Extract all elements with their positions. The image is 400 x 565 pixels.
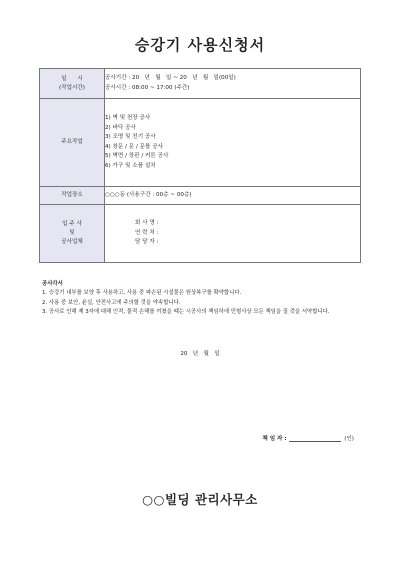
pledge-item: 3. 공사로 인해 제 3자에 대해 인적, 물적 손해를 끼쳤을 때는 시공사의 책임하에 민형사상 모든 책임을 질 것을 서약합니다. bbox=[42, 309, 330, 316]
mover-label-line3: 공사업체 bbox=[61, 239, 83, 245]
work-label: 주요작업 bbox=[40, 99, 105, 187]
work-items bbox=[105, 99, 361, 187]
work-item: 6) 가구 및 소품 설치 bbox=[105, 162, 156, 169]
signature-field[interactable] bbox=[289, 435, 341, 442]
contact-field: 연 락 처 : bbox=[135, 229, 159, 236]
row-period bbox=[40, 69, 361, 99]
seal-mark: (인) bbox=[344, 436, 354, 442]
construction-hours: 공사시간 : 08:00 ~ 17:00 (주간) bbox=[105, 84, 190, 91]
work-item: 2) 바닥 공사 bbox=[105, 124, 136, 131]
pledge-item: 1. 승강기 내부를 보양 후 사용하고, 사용 중 파손된 시설물은 원상복구를 확약합니다. bbox=[42, 290, 242, 297]
mover-details bbox=[105, 205, 361, 263]
manager-field: 담 당 자 : bbox=[135, 239, 159, 246]
row-place bbox=[40, 187, 361, 205]
pledge-item: 2. 사용 중 보안, 윤실, 안전사고에 주의할 것을 약속합니다. bbox=[42, 299, 181, 306]
pledge-section bbox=[42, 280, 360, 318]
document-title: 승강기 사용신청서 bbox=[134, 36, 266, 54]
row-work bbox=[40, 99, 361, 187]
construction-period: 공사기간 : 20 년 월 일 ~ 20 년 월 일(00일) bbox=[105, 75, 236, 81]
company-name-field: 회 사 명 : bbox=[135, 220, 159, 227]
office-name: ○○빌딩 관리사무소 bbox=[142, 492, 258, 507]
mover-label-line2: 및 bbox=[69, 230, 75, 236]
period-label-line1: 일 시 bbox=[61, 75, 83, 82]
mover-label-line1: 입 주 사 bbox=[62, 221, 82, 227]
period-label bbox=[40, 69, 105, 99]
signer-line bbox=[262, 434, 354, 442]
place-value: ○○○동 (사용구간 : 00층 ~ 00층) bbox=[105, 187, 361, 205]
period-label-line2: (작업시간) bbox=[59, 84, 85, 91]
signer-label: 책 임 자 : bbox=[262, 436, 287, 442]
mover-label bbox=[40, 205, 105, 263]
place-label: 작업장소 bbox=[40, 187, 105, 205]
date-line: 20 년 월 일 bbox=[180, 351, 220, 357]
pledge-heading: 공사각서 bbox=[42, 281, 63, 287]
work-item: 4) 창문 / 문 / 문틀 공사 bbox=[105, 143, 164, 150]
period-value bbox=[105, 69, 361, 99]
row-mover bbox=[40, 205, 361, 263]
work-item: 5) 벽면 / 장판 / 커튼 공사 bbox=[105, 153, 169, 159]
work-item: 3) 조명 및 전기 공사 bbox=[105, 134, 156, 140]
application-table bbox=[39, 68, 361, 263]
work-item: 1) 벽 및 천장 공사 bbox=[105, 115, 151, 121]
